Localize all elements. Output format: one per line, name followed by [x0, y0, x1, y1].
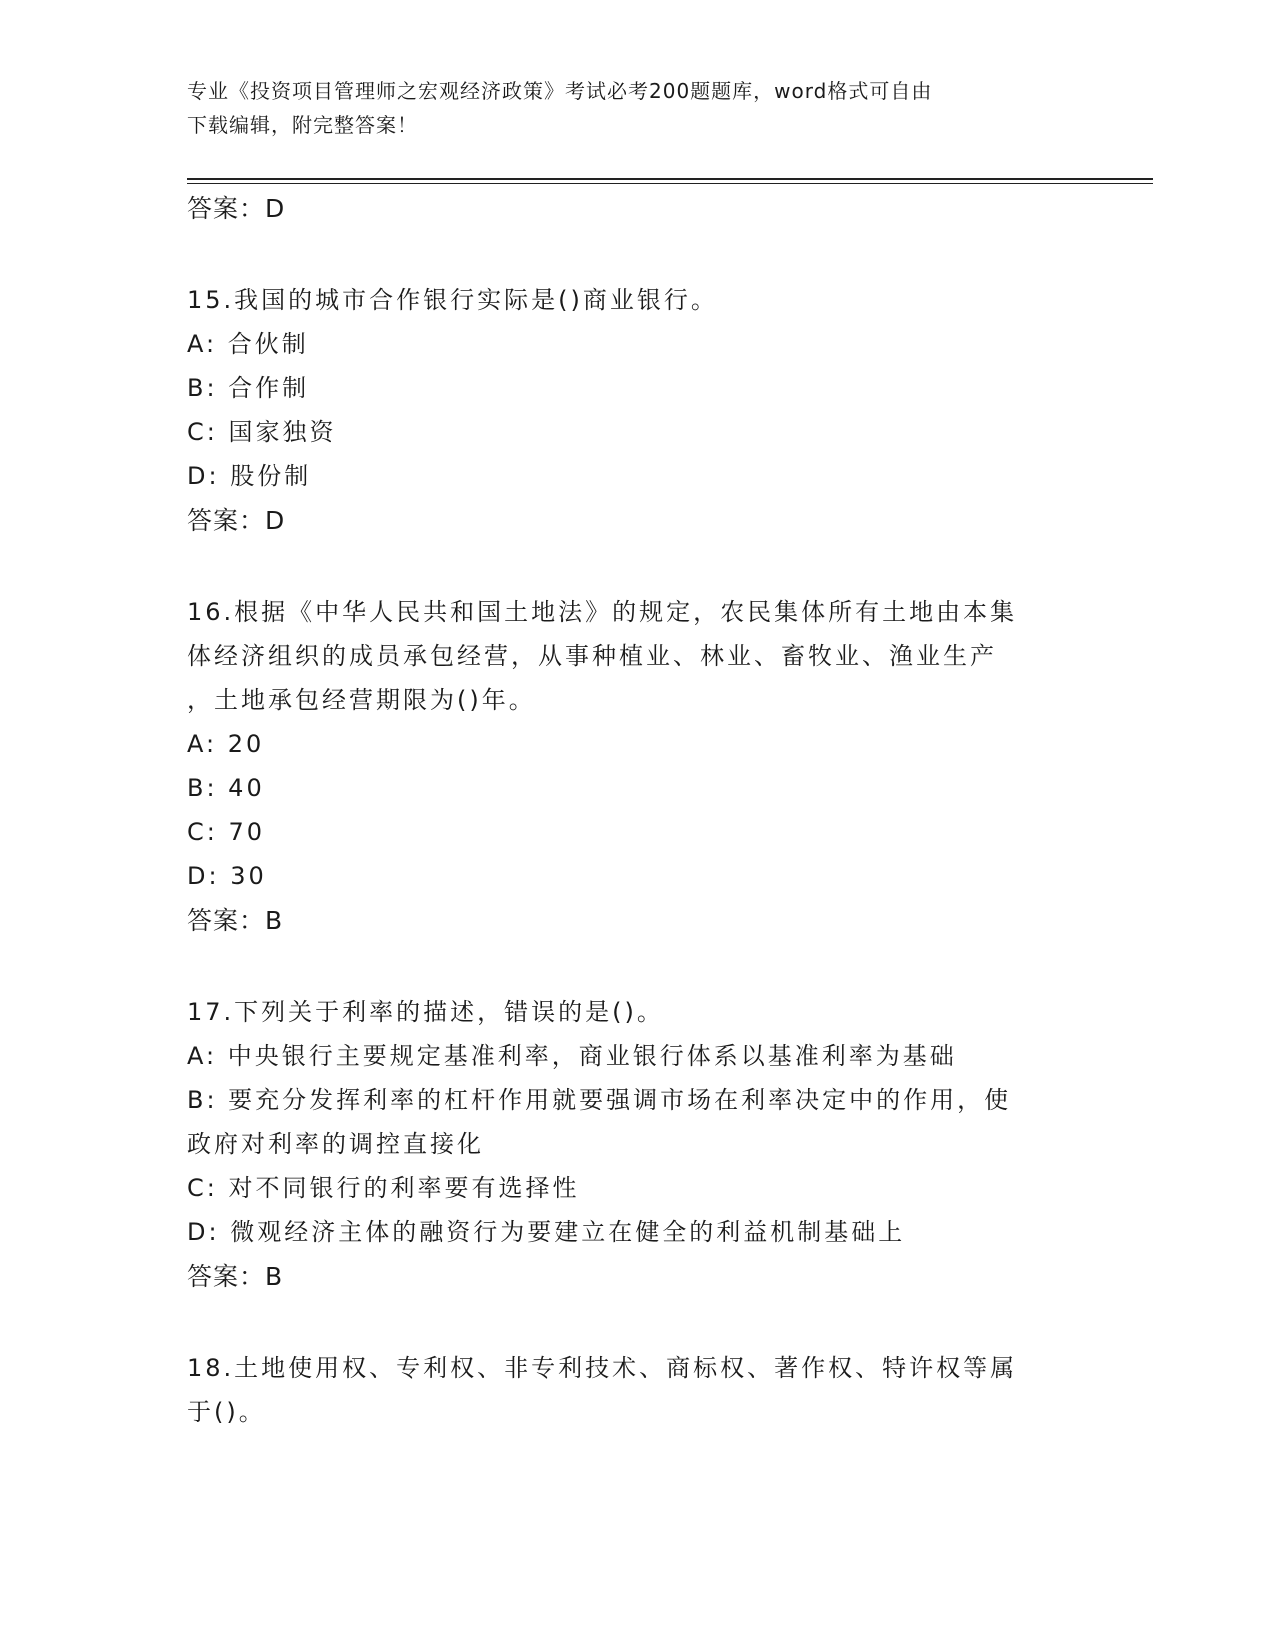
- option-17-d: D: 微观经济主体的融资行为要建立在健全的利益机制基础上: [187, 1218, 906, 1246]
- option-16-a: A: 20: [187, 730, 265, 758]
- question-17: 17.下列关于利率的描述，错误的是()。: [187, 998, 664, 1026]
- question-16-line-1: 16.根据《中华人民共和国土地法》的规定，农民集体所有土地由本集: [187, 598, 1018, 626]
- answer-14: 答案：D: [187, 194, 286, 223]
- option-15-b: B: 合作制: [187, 374, 310, 402]
- answer-16: 答案：B: [187, 906, 284, 935]
- header-line-2: 下载编辑，附完整答案！: [187, 113, 418, 137]
- option-17-b-line-1: B: 要充分发挥利率的杠杆作用就要强调市场在利率决定中的作用，使: [187, 1086, 1012, 1114]
- question-18-line-1: 18.土地使用权、专利权、非专利技术、商标权、著作权、特许权等属: [187, 1354, 1018, 1382]
- header-divider-thin: [187, 183, 1153, 184]
- question-16-line-3: ，土地承包经营期限为()年。: [187, 686, 536, 714]
- option-16-c: C: 70: [187, 818, 266, 846]
- page-header: [187, 74, 1067, 142]
- header-line-1: 专业《投资项目管理师之宏观经济政策》考试必考200题题库，word格式可自由: [187, 79, 933, 103]
- option-16-b: B: 40: [187, 774, 265, 802]
- question-15: 15.我国的城市合作银行实际是()商业银行。: [187, 286, 718, 314]
- question-16-line-2: 体经济组织的成员承包经营，从事种植业、林业、畜牧业、渔业生产: [187, 642, 997, 670]
- option-17-b-line-2: 政府对利率的调控直接化: [187, 1130, 484, 1158]
- question-18-line-2: 于()。: [187, 1398, 266, 1426]
- option-15-c: C: 国家独资: [187, 418, 337, 446]
- option-16-d: D: 30: [187, 862, 267, 890]
- answer-17: 答案：B: [187, 1262, 284, 1291]
- option-17-c: C: 对不同银行的利率要有选择性: [187, 1174, 580, 1202]
- option-17-a: A: 中央银行主要规定基准利率，商业银行体系以基准利率为基础: [187, 1042, 957, 1070]
- header-divider-thick: [187, 178, 1153, 180]
- option-15-a: A: 合伙制: [187, 330, 309, 358]
- answer-15: 答案：D: [187, 506, 286, 535]
- option-15-d: D: 股份制: [187, 462, 312, 490]
